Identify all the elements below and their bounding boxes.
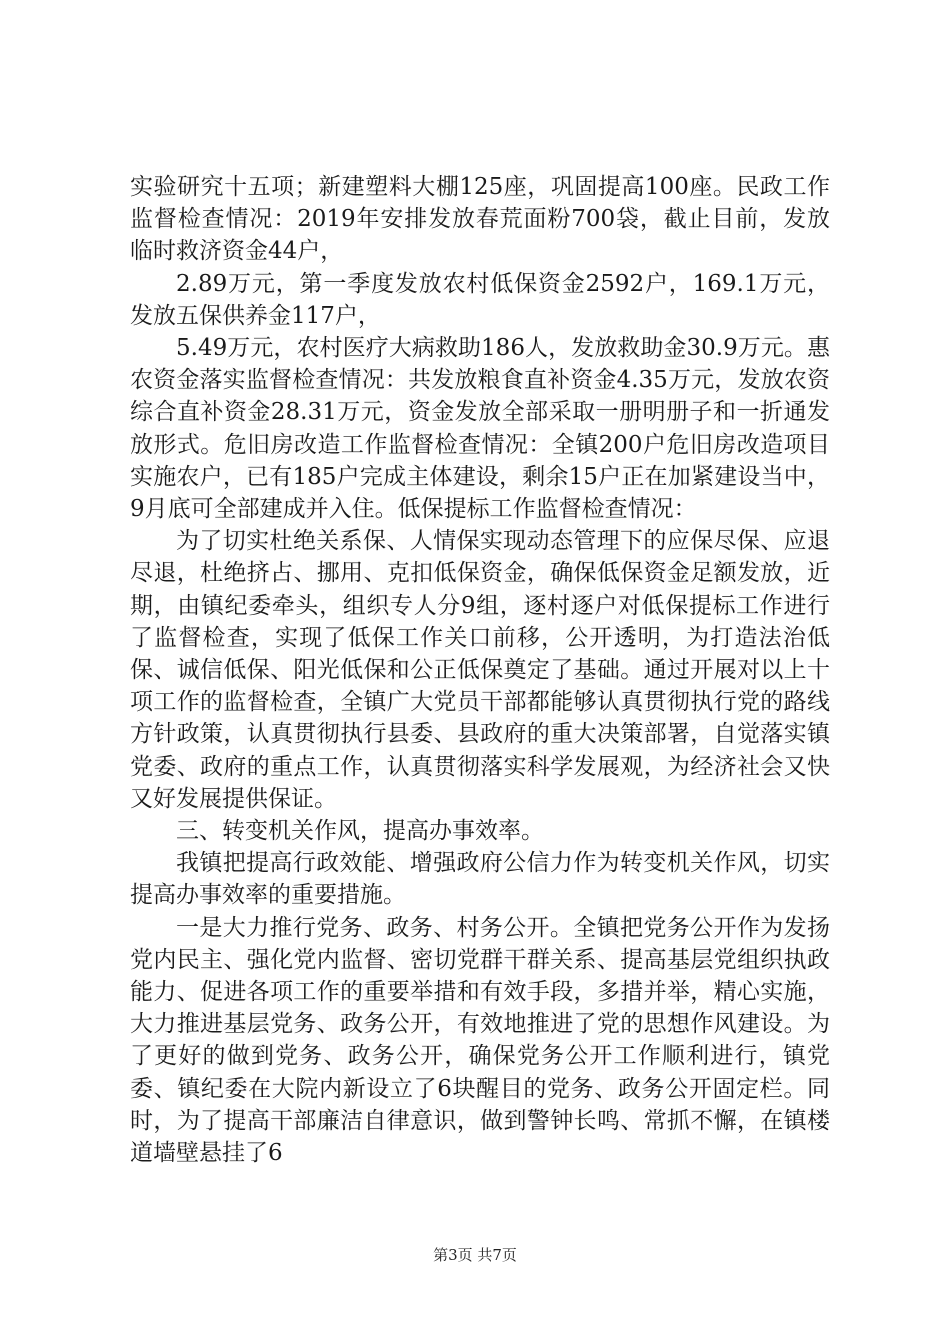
paragraph-1: 实验研究十五项；新建塑料大棚125座，巩固提高100座。民政工作监督检查情况：2019年安排发放春荒面粉700袋，截止目前，发放临时救济资金44户，: [130, 174, 830, 265]
paragraph-2: 2.89万元，第一季度发放农村低保资金2592户，169.1万元，发放五保供养金117户，: [130, 270, 830, 329]
paragraph-3: 5.49万元，农村医疗大病救助186人，发放救助金30.9万元。惠农资金落实监督检查情况：共发放粮食直补资金4.35万元，发放农资综合直补资金28.31万元，资金发放全部采取一册明册子和一折通发放形式。危旧房改造工作监督检查情况：全镇200户危旧房改造项目实施农户，已有185户完成主体建设，剩余15户正在加紧建设当中，9月底可全部建成并入住。低保提标工作监督检查情况：: [130, 335, 830, 523]
paragraph-5: 我镇把提高行政效能、增强政府公信力作为转变机关作风，切实提高办事效率的重要措施。: [130, 850, 830, 909]
page-footer: 第3页 共7页: [433, 1246, 517, 1264]
document-body: [130, 171, 830, 1169]
section-heading-3: 三、转变机关作风，提高办事效率。: [176, 818, 544, 845]
paragraph-6: 一是大力推行党务、政务、村务公开。全镇把党务公开作为发扬党内民主、强化党内监督、密切党群干群关系、提高基层党组织执政能力、促进各项工作的重要举措和有效手段，多措并举，精心实施，大力推进基层党务、政务公开，有效地推进了党的思想作风建设。为了更好的做到党务、政务公开，确保党务公开工作顺利进行，镇党委、镇纪委在大院内新设立了6块醒目的党务、政务公开固定栏。同时，为了提高干部廉洁自律意识，做到警钟长鸣、常抓不懈，在镇楼道墙壁悬挂了6: [130, 914, 830, 1167]
paragraph-4: 为了切实杜绝关系保、人情保实现动态管理下的应保尽保、应退尽退，杜绝挤占、挪用、克扣低保资金，确保低保资金足额发放，近期，由镇纪委牵头，组织专人分9组，逐村逐户对低保提标工作进行了监督检查，实现了低保工作关口前移，公开透明，为打造法治低保、诚信低保、阳光低保和公正低保奠定了基础。通过开展对以上十项工作的监督检查，全镇广大党员干部都能够认真贯彻执行党的路线方针政策，认真贯彻执行县委、县政府的重大决策部署，自觉落实镇党委、政府的重点工作，认真贯彻落实科学发展观，为经济社会又快又好发展提供保证。: [130, 528, 830, 812]
